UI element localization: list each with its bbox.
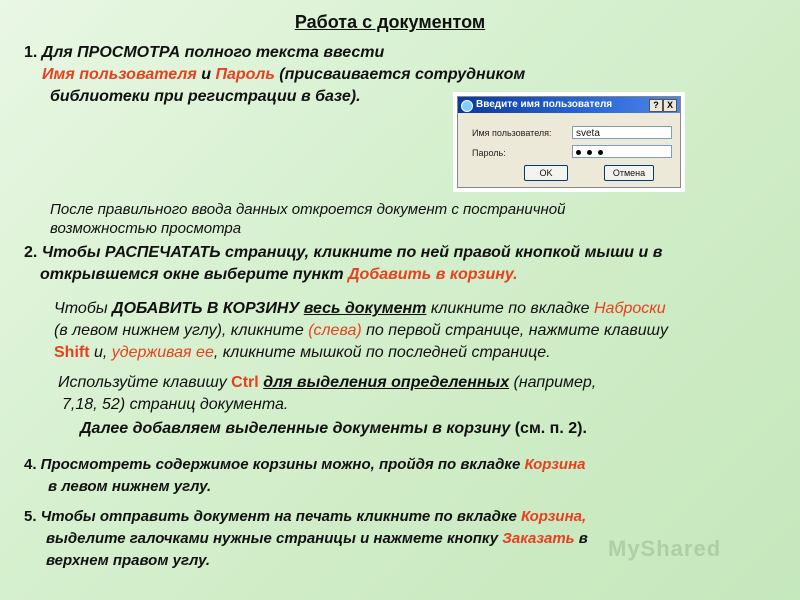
password-term: Пароль [215,66,275,83]
step-4: 4. Просмотреть содержимое корзины можно, пройдя по вкладке Корзина в левом нижнем углу. [24,456,586,495]
ctrl-key-term: Ctrl [231,374,259,391]
order-button-term: Заказать [502,530,575,547]
step-1: 1. Для ПРОСМОТРА полного текста ввести Имя пользователя и Пароль (присваивается сотрудником библиотеки при регистрации в базе). [24,44,526,105]
cart-tab-term: Корзина [524,456,586,473]
password-input[interactable] [572,145,672,158]
step-add-whole-document: Чтобы ДОБАВИТЬ В КОРЗИНУ весь документ кликните по вкладке Наброски (в левом нижнем углу), кликните (слева) по первой странице, нажмите клавишу Shift и, удерживая ее, кликните мышкой по последней странице. [54,300,668,361]
help-icon[interactable]: ? [649,99,663,112]
note-after-login: После правильного ввода данных откроется документ с постраничной возможностью просмотра [50,201,566,237]
close-icon[interactable]: X [663,99,677,112]
dialog-titlebar: Введите имя пользователя ? X [458,97,680,113]
username-input[interactable]: sveta [572,126,672,139]
step-add-selected: Далее добавляем выделенные документы в корзину (см. п. 2). [80,420,587,437]
dialog-app-icon [461,100,473,112]
step-ctrl-select: Используйте клавишу Ctrl для выделения определенных (например, 7,18, 52) страниц документа. [58,374,597,413]
shift-key-term: Shift [54,344,90,361]
page-title: Работа с документом [294,12,486,32]
add-to-cart-term: Добавить в корзину. [347,266,518,283]
login-dialog-screenshot [453,92,685,192]
sketches-tab-term: Наброски [593,300,666,317]
step-2: 2. Чтобы РАСПЕЧАТАТЬ страницу, кликните по ней правой кнопкой мыши и в открывшемся окне выберите пункт Добавить в корзину. [24,244,663,283]
ok-button[interactable]: OK [524,165,568,181]
username-label: Имя пользователя: [472,128,552,138]
cancel-button[interactable]: Отмена [604,165,654,181]
step-5: 5. Чтобы отправить документ на печать кликните по вкладке Корзина, выделите галочками нужные страницы и нажмете кнопку Заказать в верхнем правом углу. [24,508,588,569]
password-label: Пароль: [472,148,506,158]
watermark: MyShared [608,536,722,561]
username-term: Имя пользователя [42,66,197,83]
